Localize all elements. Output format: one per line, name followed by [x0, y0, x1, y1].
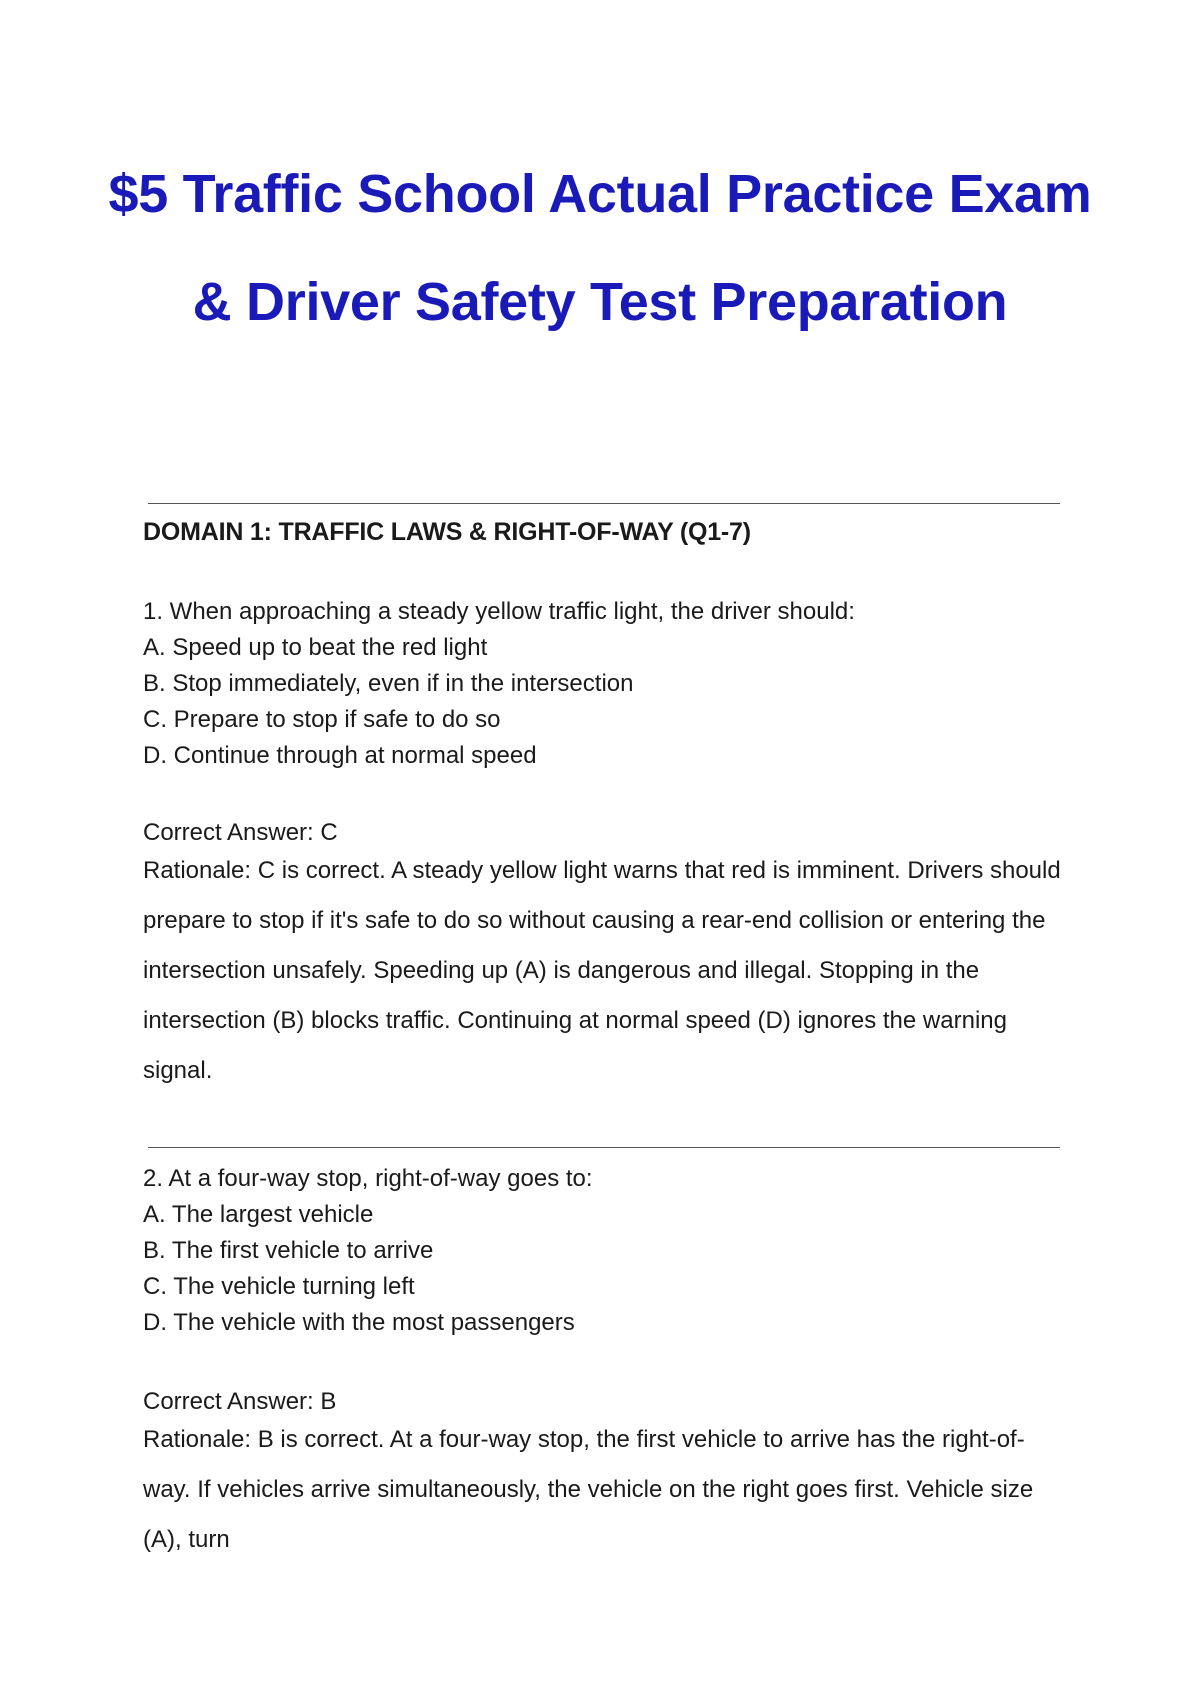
document-title	[0, 140, 1200, 356]
answer-option-d: D. Continue through at normal speed	[143, 742, 537, 769]
rationale-text: Rationale: C is correct. A steady yellow light warns that red is imminent. Drivers should prepare to stop if it's safe to do so without causing a rear-end collision or entering the intersection unsafely. Speeding up (A) is dangerous and illegal. Stopping in the intersection (B) blocks traffic. Continuing at normal speed (D) ignores the warning signal.	[143, 857, 1061, 1084]
answer-option-c: C. The vehicle turning left	[143, 1273, 415, 1300]
answer-option-a: A. The largest vehicle	[143, 1201, 374, 1228]
question-block-2	[143, 1161, 1068, 1565]
answer-option-b: B. The first vehicle to arrive	[143, 1237, 434, 1264]
title-line-1: $5 Traffic School Actual Practice Exam	[108, 164, 1092, 224]
answer-option-b: B. Stop immediately, even if in the intersection	[143, 670, 634, 697]
answer-option-a: A. Speed up to beat the red light	[143, 634, 488, 661]
question-divider	[148, 1147, 1060, 1148]
question-block-1	[143, 594, 1068, 1096]
answer-option-c: C. Prepare to stop if safe to do so	[143, 706, 501, 733]
answer-option-d: D. The vehicle with the most passengers	[143, 1309, 575, 1336]
question-stem: 1. When approaching a steady yellow traffic light, the driver should:	[143, 598, 855, 625]
section-divider	[148, 503, 1060, 504]
title-line-2: & Driver Safety Test Preparation	[192, 272, 1008, 332]
domain-heading: DOMAIN 1: TRAFFIC LAWS & RIGHT-OF-WAY (Q1-7)	[143, 518, 751, 546]
rationale-text: Rationale: B is correct. At a four-way stop, the first vehicle to arrive has the right-of-way. If vehicles arrive simultaneously, the vehicle on the right goes first. Vehicle size (A), turn	[143, 1426, 1034, 1553]
correct-answer: Correct Answer: B	[143, 1388, 337, 1415]
question-stem: 2. At a four-way stop, right-of-way goes to:	[143, 1165, 593, 1192]
correct-answer: Correct Answer: C	[143, 819, 338, 846]
